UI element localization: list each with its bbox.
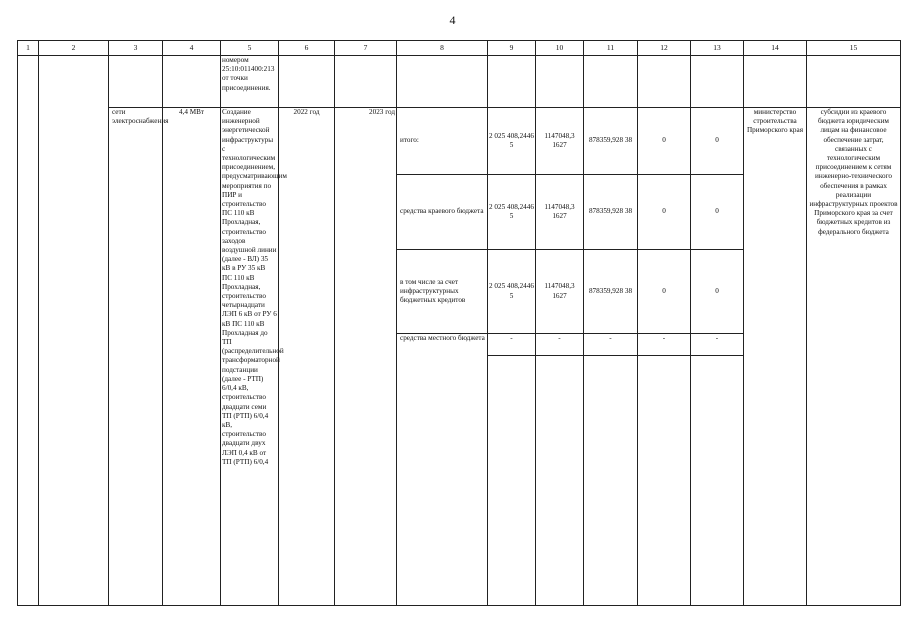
- value-col13: 0: [691, 250, 744, 334]
- header-row: [18, 41, 901, 56]
- table-cell: [807, 56, 901, 108]
- col-header: 14: [744, 41, 807, 56]
- value-2022: -: [536, 334, 584, 356]
- col-header: 1: [18, 41, 39, 56]
- value-2022: 1147048,3 1627: [536, 250, 584, 334]
- table-cell: [397, 56, 488, 108]
- table-cell: [335, 56, 397, 108]
- col-header: 9: [488, 41, 536, 56]
- table-cell: [584, 356, 638, 606]
- table-cell: [488, 356, 536, 606]
- col-header: 11: [584, 41, 638, 56]
- table-cell: номером 25:10:011400:213 от точки присоединения.: [221, 56, 279, 108]
- end-year: 2023 год: [335, 108, 397, 606]
- table-cell: [109, 56, 163, 108]
- value-total: -: [488, 334, 536, 356]
- value-col13: 0: [691, 175, 744, 250]
- col-header: 2: [39, 41, 109, 56]
- value-2023: 878359,928 38: [584, 175, 638, 250]
- funding-label: средства местного бюджета: [397, 334, 488, 606]
- value-col12: -: [638, 334, 691, 356]
- col-header: 4: [163, 41, 221, 56]
- value-2022: 1147048,3 1627: [536, 108, 584, 175]
- col-header: 7: [335, 41, 397, 56]
- table-cell: [691, 356, 744, 606]
- table-cell: [536, 56, 584, 108]
- investment-table: [17, 40, 901, 606]
- col-header: 5: [221, 41, 279, 56]
- table-row: [18, 108, 901, 175]
- col-header: 15: [807, 41, 901, 56]
- table-cell: [638, 356, 691, 606]
- value-total: 2 025 408,2446 5: [488, 175, 536, 250]
- object-type: сети электроснабжения: [109, 108, 163, 606]
- funding-label: итого:: [397, 108, 488, 175]
- value-2022: 1147048,3 1627: [536, 175, 584, 250]
- table-cell: [279, 56, 335, 108]
- value-col13: 0: [691, 108, 744, 175]
- value-col12: 0: [638, 175, 691, 250]
- page-number: 4: [449, 13, 456, 27]
- table-cell: [488, 56, 536, 108]
- col-header: 3: [109, 41, 163, 56]
- project-description: Создание инженерной энергетической инфраструктуры с технологическим присоединением, предусматривающим мероприятия по ПИР и строительство ПС 110 кВ Прохладная, строительство заходов воздушной линии (далее - ВЛ) 35 кВ в РУ 35 кВ ПС 110 кВ Прохладная, строительство четырнадцати ЛЭП 6 кВ от РУ 6 кВ ПС 110 кВ Прохладная до ТП (распределительной трансформаторной подстанции (далее - РТП) 6/0,4 кВ, строительство двадцати семи ТП (РТП) 6/0,4 кВ, строительство двадцати двух ЛЭП 0,4 кВ от ТП (РТП) 6/0,4: [221, 108, 279, 606]
- start-year: 2022 год: [279, 108, 335, 606]
- col-header: 6: [279, 41, 335, 56]
- table-cell: [691, 56, 744, 108]
- table-cell: [163, 56, 221, 108]
- funding-label: средства краевого бюджета: [397, 175, 488, 250]
- col-header: 10: [536, 41, 584, 56]
- funding-label: в том числе за счет инфраструктурных бюджетных кредитов: [397, 250, 488, 334]
- funding-mechanism: субсидии из краевого бюджета юридическим лицам на финансовое обеспечение затрат, связанных с технологическим присоединением к сетям инженерно-технического обеспечения в рамках реализации инфраструктурных проектов Приморского края за счет бюджетных кредитов из федерального бюджета: [807, 108, 901, 606]
- table-cell: [584, 56, 638, 108]
- capacity: 4,4 МВт: [163, 108, 221, 606]
- col-header: 13: [691, 41, 744, 56]
- value-total: 2 025 408,2446 5: [488, 108, 536, 175]
- col-header: 8: [397, 41, 488, 56]
- responsible-body: министерство строительства Приморского края: [744, 108, 807, 606]
- value-col12: 0: [638, 250, 691, 334]
- table-cell: [638, 56, 691, 108]
- value-2023: 878359,928 38: [584, 250, 638, 334]
- value-col13: -: [691, 334, 744, 356]
- value-col12: 0: [638, 108, 691, 175]
- table-row: [18, 56, 901, 108]
- value-total: 2 025 408,2446 5: [488, 250, 536, 334]
- value-2023: -: [584, 334, 638, 356]
- col-header: 12: [638, 41, 691, 56]
- table-cell: [536, 356, 584, 606]
- table-cell: [744, 56, 807, 108]
- table-cell: [39, 56, 109, 606]
- value-2023: 878359,928 38: [584, 108, 638, 175]
- table-cell: [18, 56, 39, 606]
